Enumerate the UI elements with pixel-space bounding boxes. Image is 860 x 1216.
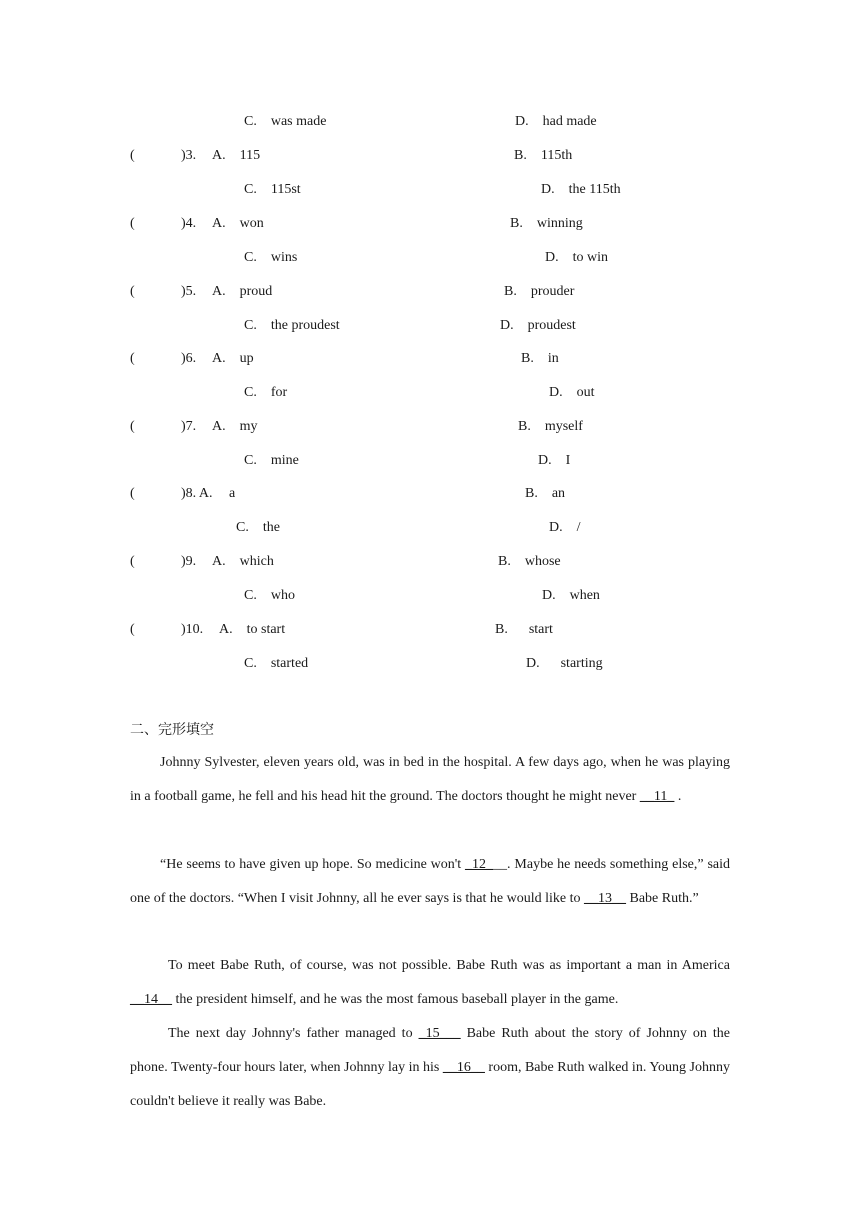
q9-option-d: D. when bbox=[542, 588, 600, 603]
p4-text-c: room, Babe Ruth walked in. Young Johnny couldn't believe it really was Babe. bbox=[130, 1060, 730, 1109]
passage-paragraph-1 bbox=[130, 746, 730, 814]
q10-option-d: D. starting bbox=[526, 656, 603, 671]
q4-option-d: D. to win bbox=[545, 250, 608, 265]
q3-paren: ( bbox=[130, 148, 135, 163]
q4-option-a: A. won bbox=[212, 216, 264, 231]
p1-text-b: . bbox=[674, 789, 682, 804]
q8-option-b: B. an bbox=[525, 486, 566, 501]
q5-option-d: D. proudest bbox=[500, 318, 576, 333]
q7-option-d: D. I bbox=[538, 453, 571, 468]
q3-option-b: B. 115th bbox=[514, 148, 573, 163]
q5-option-b: B. prouder bbox=[504, 284, 575, 299]
blank-13: __13__ bbox=[584, 891, 626, 906]
q4-option-b: B. winning bbox=[510, 216, 583, 231]
passage-paragraph-2 bbox=[130, 848, 730, 916]
section-title: 二、完形填空 bbox=[130, 722, 214, 738]
q9-paren: ( bbox=[130, 554, 135, 569]
q3-option-c: C. 115st bbox=[244, 182, 301, 197]
q10-paren: ( bbox=[130, 622, 135, 637]
q7-option-b: B. myself bbox=[518, 419, 583, 434]
q6-option-d: D. out bbox=[549, 385, 595, 400]
q5-number: )5. bbox=[181, 284, 197, 299]
q9-number: )9. bbox=[181, 554, 197, 569]
q2-option-d: D. had made bbox=[515, 114, 597, 129]
p3-text-b: the president himself, and he was the most famous baseball player in the game. bbox=[172, 992, 619, 1007]
blank-12: _12_ bbox=[465, 857, 494, 872]
p1-text-a: Johnny Sylvester, eleven years old, was in bed in the hospital. A few days ago, when he was playing in a football game, he fell and his head hit the ground. The doctors thought he might never bbox=[130, 755, 730, 804]
q6-paren: ( bbox=[130, 351, 135, 366]
p4-text-a: The next day Johnny's father managed to bbox=[168, 1026, 419, 1041]
blank-16: __16__ bbox=[442, 1060, 485, 1075]
q5-option-a: A. proud bbox=[212, 284, 273, 299]
q8-option-a: a bbox=[229, 486, 236, 501]
q10-option-c: C. started bbox=[244, 656, 309, 671]
q4-option-c: C. wins bbox=[244, 250, 298, 265]
q10-number: )10. bbox=[181, 622, 204, 637]
q8-number: )8. A. bbox=[181, 486, 213, 501]
q6-option-b: B. in bbox=[521, 351, 559, 366]
p2-text-c: Babe Ruth.” bbox=[626, 891, 699, 906]
q7-paren: ( bbox=[130, 419, 135, 434]
q5-option-c: C. the proudest bbox=[244, 318, 340, 333]
q8-option-c: C. the bbox=[236, 520, 280, 535]
q10-option-a: A. to start bbox=[219, 622, 286, 637]
q6-number: )6. bbox=[181, 351, 197, 366]
q2-option-c: C. was made bbox=[244, 114, 327, 129]
passage-paragraph-4 bbox=[130, 1017, 730, 1119]
q8-paren: ( bbox=[130, 486, 135, 501]
q3-option-a: A. 115 bbox=[212, 148, 261, 163]
p2-text-a: “He seems to have given up hope. So medicine won't bbox=[160, 857, 466, 872]
q7-option-c: C. mine bbox=[244, 453, 299, 468]
blank-11: __11_ bbox=[639, 789, 675, 804]
q3-number: )3. bbox=[181, 148, 197, 163]
q8-option-d: D. / bbox=[549, 520, 581, 535]
q9-option-b: B. whose bbox=[498, 554, 561, 569]
q9-option-a: A. which bbox=[212, 554, 274, 569]
p3-text-a: To meet Babe Ruth, of course, was not possible. Babe Ruth was as important a man in America bbox=[168, 958, 730, 973]
passage-paragraph-3 bbox=[130, 949, 730, 1017]
p4-text-b: Babe Ruth about the story of Johnny on the phone. Twenty-four hours later, when Johnny lay in his bbox=[130, 1026, 730, 1075]
q7-option-a: A. my bbox=[212, 419, 258, 434]
q9-option-c: C. who bbox=[244, 588, 295, 603]
q4-number: )4. bbox=[181, 216, 197, 231]
q6-option-a: A. up bbox=[212, 351, 254, 366]
q7-number: )7. bbox=[181, 419, 197, 434]
q5-paren: ( bbox=[130, 284, 135, 299]
q6-option-c: C. for bbox=[244, 385, 288, 400]
q4-paren: ( bbox=[130, 216, 135, 231]
q3-option-d: D. the 115th bbox=[541, 182, 621, 197]
blank-15: _15___ bbox=[418, 1026, 461, 1041]
p2-text-b: __. Maybe he needs something else,” said one of the doctors. “When I visit Johnny, all he ever says is that he would like to bbox=[130, 857, 730, 906]
q10-option-b: B. start bbox=[495, 622, 553, 637]
blank-14: __14__ bbox=[130, 992, 172, 1007]
